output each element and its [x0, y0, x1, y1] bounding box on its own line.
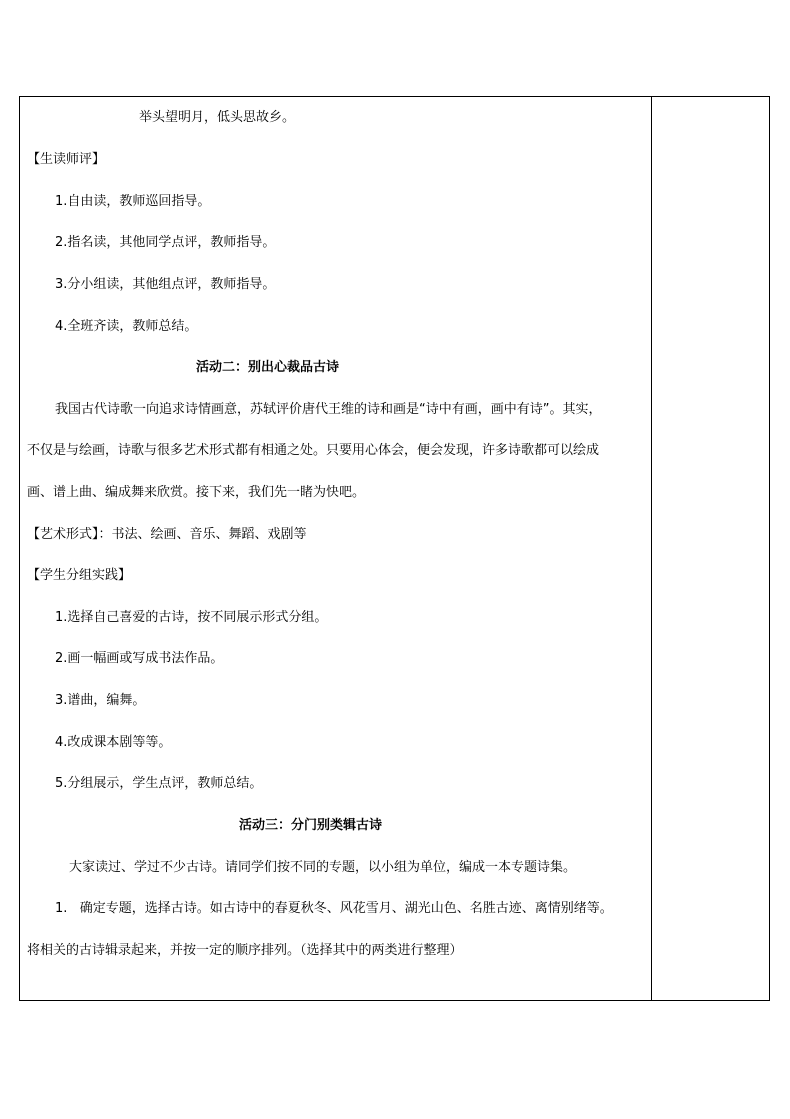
list-item: 4.改成课本剧等等。	[55, 735, 172, 750]
paragraph-line: 我国古代诗歌一向追求诗情画意，苏轼评价唐代王维的诗和画是“诗中有画，画中有诗”。其实，	[55, 402, 602, 417]
list-item: 3.谱曲，编舞。	[55, 693, 146, 708]
section-heading-practice: 【学生分组实践】	[27, 568, 132, 583]
list-item: 5.分组展示，学生点评，教师总结。	[55, 776, 263, 791]
list-item: 1.选择自己喜爱的古诗，按不同展示形式分组。	[55, 610, 328, 625]
paragraph-line: 大家读过、学过不少古诗。请同学们按不同的专题，以小组为单位，编成一本专题诗集。	[69, 860, 577, 875]
list-item: 2.画一幅画或写成书法作品。	[55, 651, 224, 666]
activity-two-heading: 活动二：别出心裁品古诗	[196, 360, 340, 375]
paragraph-line: 将相关的古诗辑录起来，并按一定的顺序排列。（选择其中的两类进行整理）	[27, 943, 463, 958]
table-column-divider	[651, 96, 652, 1001]
poem-line: 举头望明月，低头思故乡。	[139, 110, 296, 125]
paragraph-line: 不仅是与绘画，诗歌与很多艺术形式都有相通之处。只要用心体会，便会发现，许多诗歌都可以绘成	[27, 443, 600, 458]
art-forms-line: 【艺术形式】：书法、绘画、音乐、舞蹈、戏剧等	[27, 527, 307, 542]
paragraph-line: 画、谱上曲、编成舞来欣赏。接下来，我们先一睹为快吧。	[27, 485, 366, 500]
list-item: 3.分小组读，其他组点评，教师指导。	[55, 277, 276, 292]
section-heading-reading: 【生读师评】	[27, 152, 106, 167]
activity-three-heading: 活动三：分门别类辑古诗	[239, 818, 383, 833]
list-item: 4.全班齐读，教师总结。	[55, 319, 198, 334]
list-item: 1.自由读，教师巡回指导。	[55, 194, 211, 209]
list-item: 2.指名读，其他同学点评，教师指导。	[55, 235, 276, 250]
list-item: 1. 确定专题，选择古诗。如古诗中的春夏秋冬、风花雪月、湖光山色、名胜古迹、离情别绪等。	[55, 901, 613, 916]
